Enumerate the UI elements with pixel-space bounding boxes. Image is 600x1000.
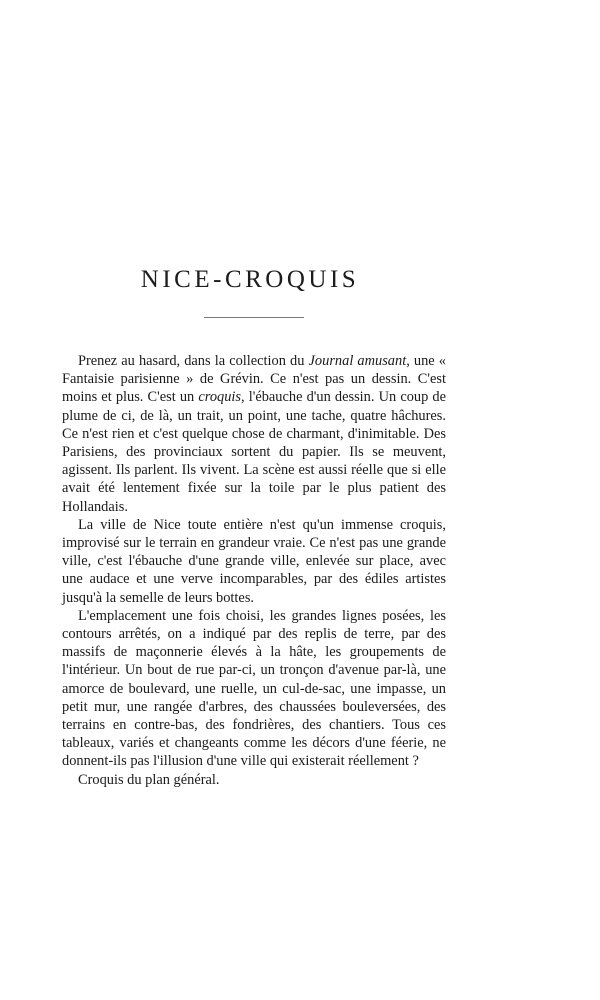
title-divider bbox=[204, 317, 304, 318]
italic-term-text: croquis bbox=[198, 389, 242, 406]
paragraph bbox=[62, 516, 446, 607]
text-run: L'emplacement une fois choisi, les grandes lignes posées, les contours arrêtés, on a indiqué par des replis de terre, par des massifs de maçonnerie élevés à la hâte, les groupements de l'intérieur. Un bout de rue par-ci, un tronçon d'avenue par-là, une amorce de boulevard, une ruelle, un cul-de-sac, une impasse, un petit mur, une rangée d'arbres, des chaussées bouleversées, des terrains en contre-bas, des fondrières, des chantiers. Tous ces tableaux, variés et changeants comme les décors d'une féerie, ne donnent-ils pas l'illusion d'une ville qui existerait réellement ? bbox=[62, 607, 446, 770]
paragraph bbox=[62, 352, 446, 516]
italic-title-text: Journal amusant bbox=[308, 353, 407, 369]
text-run: La ville de Nice toute entière n'est qu'un immense croquis, improvisé sur le terrain en grandeur vraie. Ce n'est pas une grande ville, c'est l'ébauche d'une grande ville, enlevée sur place, avec une audace et une verve incomparables, par des édiles artistes jusqu'à la semelle de leurs bottes. bbox=[62, 516, 446, 606]
text-run: Croquis du plan général. bbox=[78, 771, 220, 788]
text-run: , une « Fantaisie parisienne » de Grévin. Ce n'est pas un dessin. C'est moins et plus. C'est un bbox=[62, 353, 446, 406]
body-text bbox=[62, 352, 446, 789]
chapter-title: NICE-CROQUIS bbox=[140, 266, 360, 293]
text-run: Prenez au hasard, dans la collection du bbox=[78, 353, 309, 369]
paragraph bbox=[62, 607, 446, 771]
text-run: , l'ébauche d'un dessin. Un coup de plume de ci, de là, un trait, un point, une tache, quatre hâchures. Ce n'est rien et c'est quelque chose de charmant, d'inimitable. Des Parisiens, des provinciaux sortent du papier. Ils se meuvent, agissent. Ils parlent. Ils vivent. La scène est aussi réelle que si elle avait été lentement fixée sur la toile par le plus patient des Hollandais. bbox=[62, 389, 447, 515]
paragraph bbox=[62, 771, 446, 789]
